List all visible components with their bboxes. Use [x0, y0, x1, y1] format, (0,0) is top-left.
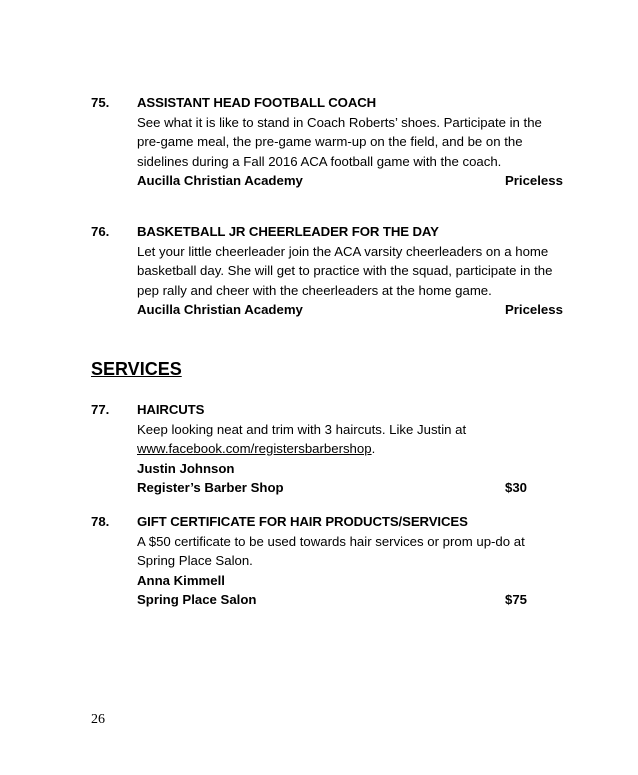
item-number: 77. [91, 402, 110, 417]
auction-item-78 [91, 512, 561, 610]
auction-item-76 [91, 222, 561, 320]
item-value: $75 [505, 592, 528, 607]
item-business: Register’s Barber Shop [137, 480, 284, 495]
item-description: Let your little cheerleader join the ACA varsity cheerleaders on a home basketball day. She will get to practice with the squad, participate in the pep rally and cheer with the cheerleaders at the home game. [137, 243, 553, 298]
item-value: Priceless [505, 302, 563, 317]
donor-row [137, 300, 561, 320]
auction-item-77 [91, 400, 561, 498]
item-description [137, 420, 561, 459]
item-number: 78. [91, 514, 110, 529]
item-title: HAIRCUTS [137, 402, 205, 417]
item-donor: Aucilla Christian Academy [137, 173, 303, 188]
item-title: ASSISTANT HEAD FOOTBALL COACH [137, 95, 377, 110]
item-donor: Anna Kimmell [137, 572, 225, 588]
item-value: Priceless [505, 173, 563, 188]
business-row [137, 478, 561, 498]
auction-item-75 [91, 93, 561, 191]
item-donor: Justin Johnson [137, 460, 235, 476]
facebook-link[interactable]: www.facebook.com/registersbarbershop [137, 441, 372, 456]
item-value: $30 [505, 480, 528, 495]
page-number: 26 [91, 712, 105, 727]
description-text: Keep looking neat and trim with 3 haircuts. Like Justin at [137, 421, 467, 437]
item-donor: Aucilla Christian Academy [137, 302, 303, 317]
item-description: A $50 certificate to be used towards hair services or prom up-do at Spring Place Salon. [137, 533, 525, 568]
donor-row [137, 171, 561, 191]
item-title: GIFT CERTIFICATE FOR HAIR PRODUCTS/SERVICES [137, 514, 468, 529]
item-business: Spring Place Salon [137, 592, 257, 607]
item-title: BASKETBALL JR CHEERLEADER FOR THE DAY [137, 224, 439, 239]
item-number: 76. [91, 224, 110, 239]
item-description: See what it is like to stand in Coach Roberts’ shoes. Participate in the pre-game meal, the pre-game warm-up on the field, and be on the sidelines during a Fall 2016 ACA football game with the coach. [137, 114, 542, 169]
business-row [137, 590, 561, 610]
description-suffix: . [371, 441, 376, 456]
section-heading: SERVICES [91, 359, 182, 379]
item-number: 75. [91, 95, 110, 110]
